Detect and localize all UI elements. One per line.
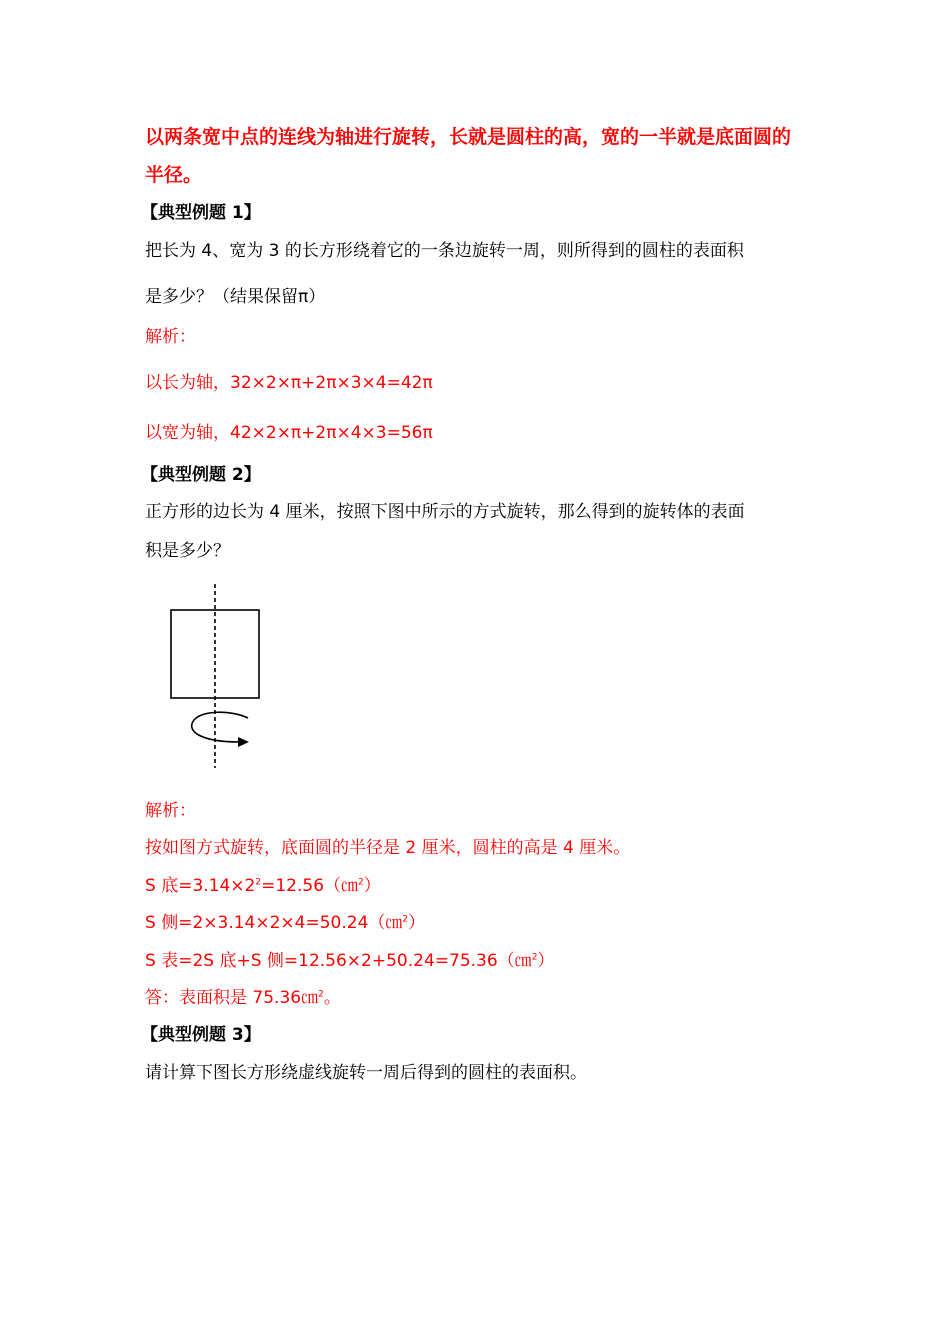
rotation-arrow-curve (192, 712, 248, 742)
intro-line-2: 半径。 (145, 164, 203, 186)
rotating-square-figure (160, 578, 270, 770)
example2-answer: 答：表面积是 75.36㎝$^2$。 (145, 988, 341, 1008)
s-bottom-formula: S 底$=3.14\times 2^2=12.56(㎝^2)$ (145, 876, 381, 896)
example2-analysis-label: 解析： (145, 801, 196, 821)
s-side-formula: S 侧=2×3.14×2×4=50.24（㎝$^2$） (145, 913, 426, 933)
example2-question-line-2: 积是多少？ (145, 541, 230, 561)
rotation-arrow-head (238, 737, 249, 747)
s-total-formula: S 表=2S 底+S 侧=12.56×2+50.24=75.36（㎝$^2$） (145, 951, 555, 971)
example3-heading: 【典型例题 3】 (141, 1025, 261, 1045)
intro-line-1: 以两条宽中点的连线为轴进行旋转，长就是圆柱的高，宽的一半就是底面圆的 (145, 126, 792, 148)
example2-question-line-1: 正方形的边长为 4 厘米，按照下图中所示的方式旋转，那么得到的旋转体的表面 (145, 502, 745, 522)
example1-heading: 【典型例题 1】 (141, 203, 261, 223)
example1-solution-line-2: 以宽为轴，42×2×π+2π×4×3=56π (145, 423, 433, 443)
example3-question: 请计算下图长方形绕虚线旋转一周后得到的圆柱的表面积。 (145, 1063, 587, 1083)
example1-solution-line-1: 以长为轴，32×2×π+2π×3×4=42π (145, 373, 433, 393)
example1-question-line-2: 是多少？（结果保留π） (145, 287, 326, 307)
example1-analysis-label: 解析： (145, 327, 196, 347)
example2-heading: 【典型例题 2】 (141, 465, 261, 485)
example2-solution-intro: 按如图方式旋转，底面圆的半径是 2 厘米，圆柱的高是 4 厘米。 (145, 838, 631, 858)
example1-question-line-1: 把长为 4、宽为 3 的长方形绕着它的一条边旋转一周，则所得到的圆柱的表面积 (145, 241, 744, 261)
